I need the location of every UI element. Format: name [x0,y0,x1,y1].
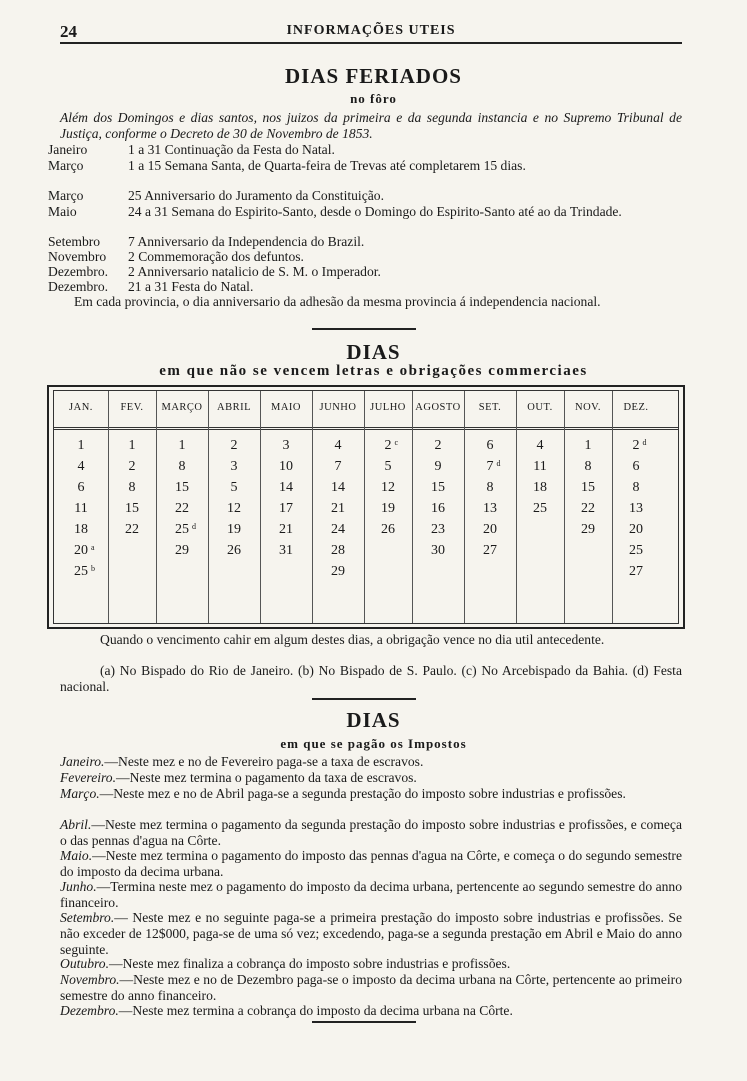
day-number: 25 [74,564,88,579]
table-column [564,391,613,623]
section-subtitle-vencem: em que não se vencem letras e obrigações commerciaes [159,363,588,379]
table-cell [156,540,208,561]
vencem-footnotes: (a) No Bispado do Rio de Janeiro. (b) No Bispado de S. Paulo. (c) No Arcebispado da Bahia. (d) Festa nacional. [60,663,682,694]
page-number: 24 [60,22,77,41]
day-number: 7 [334,459,342,474]
imposto-text: —Neste mez termina a cobrança do imposto da decima urbana na Côrte. [118,1003,513,1018]
footnote-marker: d [642,438,647,447]
day-number: 12 [381,480,395,495]
day-number: 11 [533,459,547,474]
section-title-impostos: DIAS [346,708,401,732]
page-header [60,22,682,42]
table-column-header: MARÇO [161,402,203,413]
table-cell [208,477,260,498]
table-cell [54,477,108,498]
day-number: 22 [175,501,189,516]
table-column [612,391,660,623]
day-number: 8 [486,480,494,495]
day-number: 6 [77,480,85,495]
feriado-month: Dezembro. [48,264,109,279]
footnote-marker: d [496,459,501,468]
day-number: 26 [381,522,395,537]
day-number: 17 [279,501,293,516]
day-number: 29 [175,543,189,558]
table-cell [208,498,260,519]
table-cell [364,456,412,477]
table-cell [108,477,156,498]
day-number: 25 [533,501,547,516]
table-cell [312,540,364,561]
table-column-header: SET. [478,402,502,413]
day-number: 25 [629,543,643,558]
table-cell [156,477,208,498]
table-column-header: FEV. [120,402,144,413]
imposto-entry [60,786,682,802]
table-column [156,391,209,623]
day-number: 8 [178,459,186,474]
table-column [260,391,313,623]
day-number: 6 [632,459,640,474]
imposto-month: Novembro. [60,972,120,987]
feriado-text: 21 a 31 Festa do Natal. [128,279,254,294]
table-cell [516,456,564,477]
imposto-month: Maio. [60,848,93,863]
table-cell [156,519,208,540]
imposto-month: Junho. [60,879,97,894]
imposto-entry [60,1003,682,1019]
day-number: 8 [128,480,136,495]
day-number: 15 [125,501,139,516]
footnote-marker: b [91,564,95,573]
day-number: 21 [331,501,345,516]
day-number: 4 [77,459,85,474]
table-cell [464,435,516,456]
table-cell [464,456,516,477]
imposto-entry [60,848,682,880]
day-number: 1 [178,438,186,453]
imposto-entry [60,754,682,770]
table-cell [260,498,312,519]
table-cell [260,477,312,498]
day-number: 3 [230,459,238,474]
table-column-header: MAIO [271,402,301,413]
table-cell [312,519,364,540]
imposto-text: — Neste mez e no seguinte paga-se a primeira prestação do imposto sobre industrias e profissões. Se não exceder de 12$000, paga-se de uma só vez; excedendo, paga-se a segunda prestação em Abril e Maio do anno seguinte. [60,910,682,957]
holiday-table-grid [53,390,679,624]
imposto-entry [60,770,682,786]
day-number: 21 [279,522,293,537]
running-title: INFORMAÇÕES UTEIS [286,23,456,38]
day-number: 29 [331,564,345,579]
section-divider [312,1021,416,1023]
table-cell [108,519,156,540]
table-cell [54,435,108,456]
table-column-header: DEZ. [623,402,649,413]
table-cell [464,540,516,561]
table-cell [260,519,312,540]
footnote-marker: d [192,522,196,531]
imposto-month: Setembro. [60,910,115,925]
day-number: 18 [74,522,88,537]
day-number: 1 [584,438,592,453]
feriado-text: 24 a 31 Semana do Espirito-Santo, desde o Domingo do Espirito-Santo até ao da Trindade. [128,204,622,219]
table-cell [312,435,364,456]
day-number: 23 [431,522,445,537]
day-number: 20 [74,543,88,558]
feriado-month: Novembro [48,249,107,264]
day-number: 14 [279,480,293,495]
footnote-marker: a [91,543,95,552]
day-number: 20 [483,522,497,537]
day-number: 2 [230,438,238,453]
table-cell [612,456,660,477]
table-column [108,391,157,623]
table-cell [516,498,564,519]
holiday-table [47,385,685,629]
footnote-marker: c [394,438,399,447]
day-number: 20 [629,522,643,537]
feriado-month: Dezembro. [48,279,109,294]
day-number: 19 [227,522,241,537]
day-number: 30 [431,543,445,558]
day-number: 5 [384,459,392,474]
table-column [412,391,465,623]
day-number: 29 [581,522,595,537]
table-cell [516,477,564,498]
day-number: 2 [434,438,442,453]
day-number: 13 [629,501,643,516]
section-divider [312,328,416,330]
section-title-feriados: DIAS FERIADOS [285,64,462,88]
day-number: 2 [128,459,136,474]
table-cell [364,519,412,540]
day-number: 4 [334,438,342,453]
imposto-text: —Neste mez termina o pagamento do imposto das pennas d'agua na Côrte, e começa o do segundo semestre do imposto da decima urbana. [60,848,682,879]
table-column-header: ABRIL [217,402,251,413]
table-cell [612,477,660,498]
feriado-month: Maio [48,204,77,219]
day-number: 15 [175,480,189,495]
table-cell [464,519,516,540]
feriado-month: Setembro [48,234,101,249]
table-cell [612,498,660,519]
day-number: 3 [282,438,290,453]
table-cell [260,435,312,456]
feriado-text: 1 a 31 Continuação da Festa do Natal. [128,142,335,157]
table-cell [54,561,108,582]
imposto-month: Dezembro. [60,1003,119,1018]
imposto-entry [60,956,682,972]
imposto-text: —Neste mez e no de Dezembro paga-se o imposto da decima urbana na Côrte, pertencente ao primeiro semestre do anno financeiro. [60,972,682,1003]
table-cell [412,540,464,561]
day-number: 1 [128,438,136,453]
feriado-text: 1 a 15 Semana Santa, de Quarta-feira de Trevas até completarem 15 dias. [128,158,526,173]
table-cell [364,435,412,456]
day-number: 8 [584,459,592,474]
table-column-header: JULHO [370,402,406,413]
table-cell [564,498,612,519]
day-number: 2 [384,438,392,453]
feriado-month: Março [48,158,84,173]
table-cell [612,561,660,582]
table-cell [208,456,260,477]
section-subtitle-impostos: em que se pagão os Impostos [280,736,467,751]
table-cell [564,456,612,477]
feriado-text: 2 Anniversario natalicio de S. M. o Imperador. [128,264,381,279]
imposto-text: —Neste mez finaliza a cobrança do imposto sobre industrias e profissões. [108,956,511,971]
imposto-month: Janeiro. [60,754,105,769]
day-number: 7 [486,459,494,474]
table-column [364,391,413,623]
table-cell [412,498,464,519]
table-cell [54,456,108,477]
day-number: 27 [483,543,497,558]
day-number: 6 [486,438,494,453]
imposto-text: —Neste mez termina o pagamento da segunda prestação do imposto sobre industrias e profissões, e começa o das pennas d'agua na Côrte. [60,817,682,848]
table-cell [312,498,364,519]
table-cell [156,456,208,477]
table-cell [612,519,660,540]
section-subtitle-feriados: no fôro [350,91,397,106]
table-cell [516,435,564,456]
table-cell [260,456,312,477]
day-number: 15 [431,480,445,495]
table-column-header: JUNHO [319,402,357,413]
table-cell [412,435,464,456]
table-cell [312,561,364,582]
day-number: 4 [536,438,544,453]
table-cell [208,435,260,456]
table-cell [54,498,108,519]
feriado-text: 2 Commemoração dos defuntos. [128,249,304,264]
table-cell [54,540,108,561]
table-cell [208,540,260,561]
imposto-text: —Neste mez e no de Fevereiro paga-se a taxa de escravos. [104,754,424,769]
table-cell [564,477,612,498]
table-cell [312,456,364,477]
table-cell [156,498,208,519]
table-column-header: NOV. [574,402,602,413]
table-cell [108,498,156,519]
day-number: 10 [279,459,293,474]
day-number: 16 [431,501,445,516]
day-number: 15 [581,480,595,495]
table-column [516,391,565,623]
day-number: 19 [381,501,395,516]
section-divider [312,698,416,700]
table-cell [108,435,156,456]
imposto-entry [60,972,682,1004]
day-number: 31 [279,543,293,558]
table-cell [412,456,464,477]
vencem-note: Quando o vencimento cahir em algum destes dias, a obrigação vence no dia util antecedente. [100,632,605,647]
table-cell [312,477,364,498]
feriado-text: 7 Anniversario da Independencia do Brazil. [128,234,365,249]
table-column [54,391,109,623]
day-number: 5 [230,480,238,495]
day-number: 25 [175,522,189,537]
day-number: 8 [632,480,640,495]
table-cell [412,519,464,540]
section-title-vencem: DIAS [346,340,401,364]
imposto-text: —Neste mez e no de Abril paga-se a segunda prestação do imposto sobre industrias e profissões. [99,786,626,801]
imposto-text: —Termina neste mez o pagamento do imposto da decima urbana, pertencente ao segundo semestre do anno financeiro. [60,879,682,910]
table-column-header: AGOSTO [415,402,461,413]
table-cell [364,498,412,519]
table-cell [464,498,516,519]
feriados-intro: Além dos Domingos e dias santos, nos juizos da primeira e da segunda instancia e no Supremo Tribunal de Justiça, conforme o Decreto de 30 de Novembro de 1853. [60,110,682,141]
feriado-month: Janeiro [48,142,88,157]
day-number: 24 [331,522,345,537]
day-number: 27 [629,564,643,579]
day-number: 18 [533,480,547,495]
day-number: 22 [581,501,595,516]
imposto-month: Outubro. [60,956,109,971]
table-column [312,391,365,623]
table-cell [464,477,516,498]
table-cell [260,540,312,561]
table-cell [54,519,108,540]
table-column [208,391,261,623]
day-number: 22 [125,522,139,537]
day-number: 9 [434,459,442,474]
imposto-month: Abril. [60,817,92,832]
day-number: 2 [632,438,640,453]
day-number: 12 [227,501,241,516]
table-cell [564,519,612,540]
feriado-text: 25 Anniversario do Juramento da Constituição. [128,188,384,203]
table-cell [612,540,660,561]
table-cell [108,456,156,477]
imposto-month: Março. [60,786,100,801]
imposto-month: Fevereiro. [60,770,116,785]
table-column-header: JAN. [69,402,93,413]
feriados-closing: Em cada provincia, o dia anniversario da adhesão da mesma provincia á independencia nacional. [74,294,601,309]
imposto-text: —Neste mez termina o pagamento da taxa de escravos. [115,770,417,785]
table-column [464,391,517,623]
imposto-entry [60,910,682,957]
table-column-header: OUT. [527,402,553,413]
feriado-month: Março [48,188,84,203]
imposto-entry [60,817,682,849]
table-cell [412,477,464,498]
table-cell [564,435,612,456]
table-cell [156,435,208,456]
header-rule [60,42,682,44]
day-number: 1 [77,438,85,453]
day-number: 14 [331,480,345,495]
table-cell [612,435,660,456]
day-number: 28 [331,543,345,558]
day-number: 26 [227,543,241,558]
day-number: 11 [74,501,88,516]
table-cell [364,477,412,498]
table-cell [208,519,260,540]
day-number: 13 [483,501,497,516]
imposto-entry [60,879,682,911]
